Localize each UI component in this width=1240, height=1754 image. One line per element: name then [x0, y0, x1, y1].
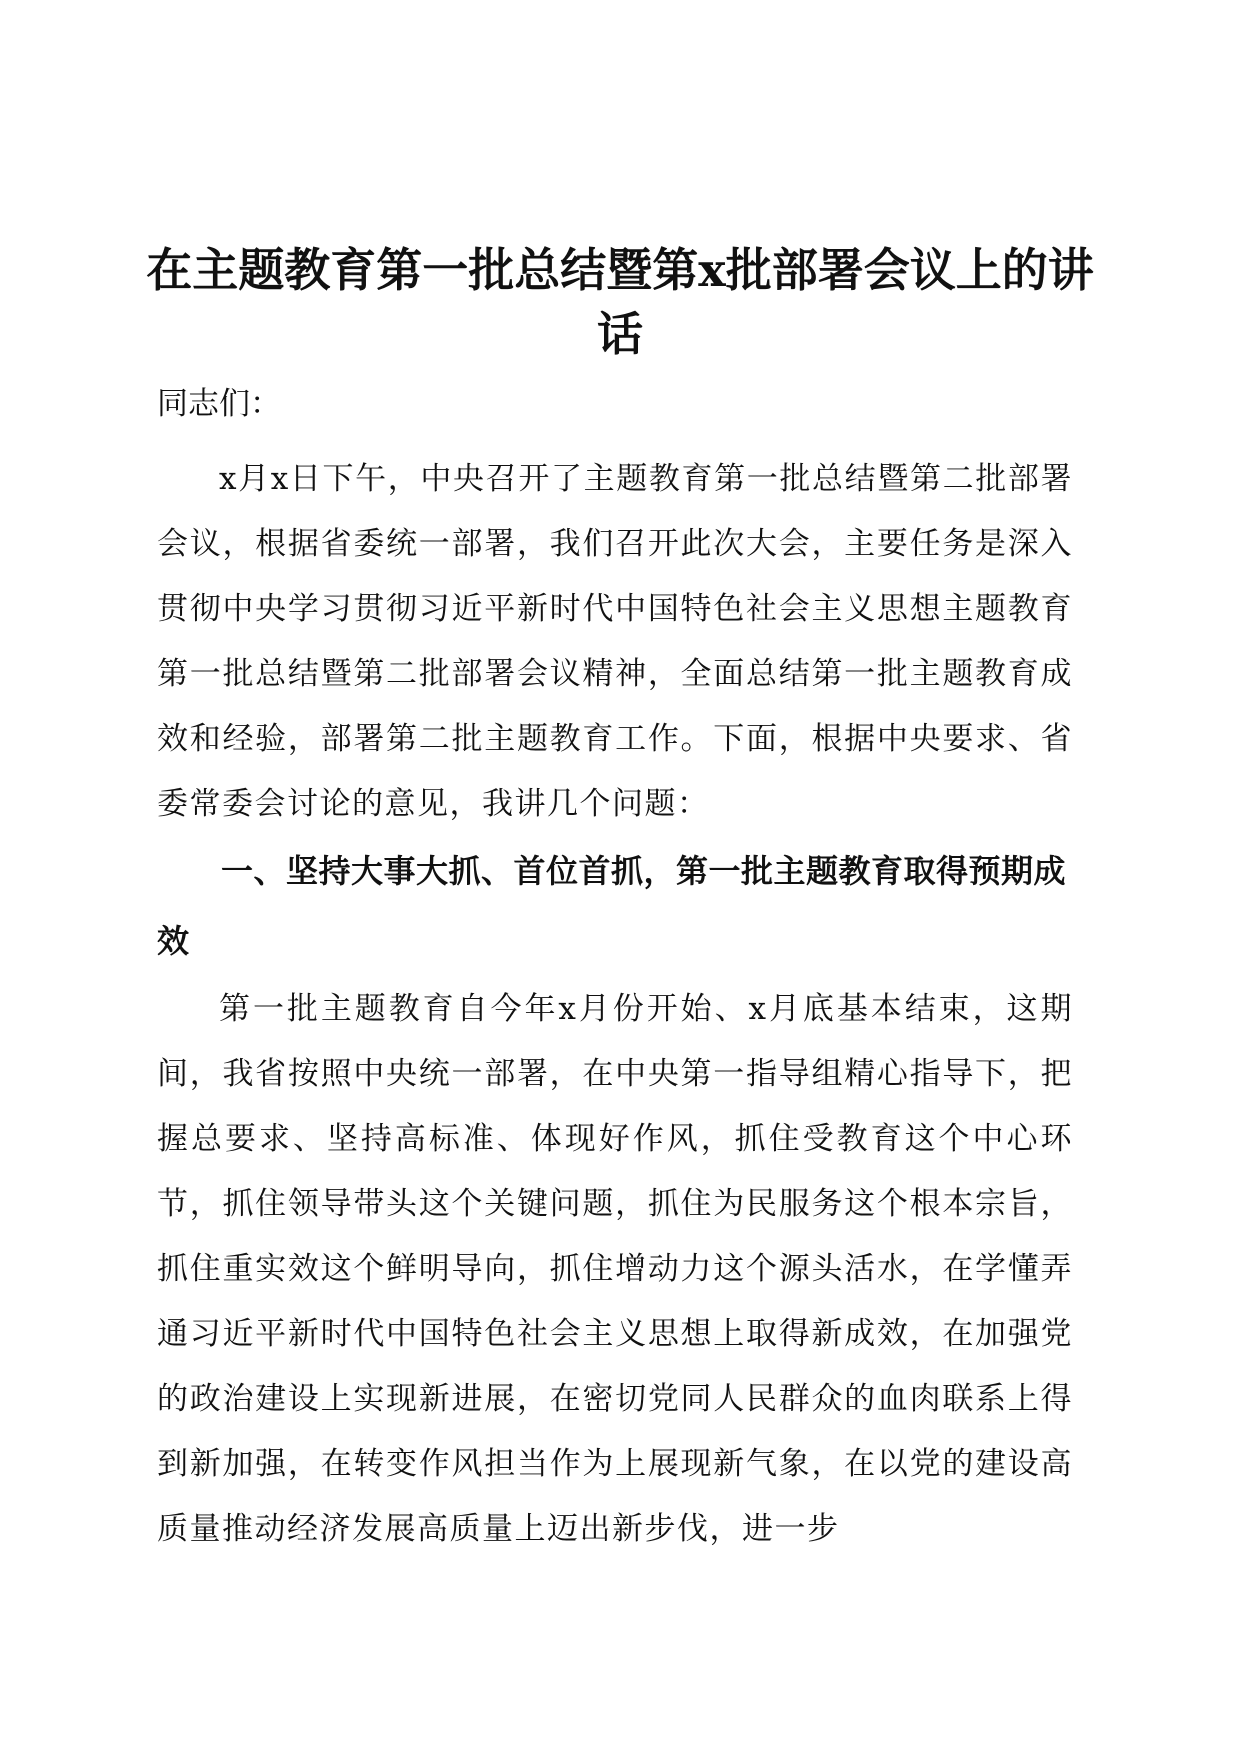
- body-paragraph-2: 第一批主题教育自今年x月份开始、x月底基本结束，这期间，我省按照中央统一部署，在中央第一指导组精心指导下，把握总要求、坚持高标准、体现好作风，抓住受教育这个中心环节，抓住领导带头这个关键问题，抓住为民服务这个根本宗旨，抓住重实效这个鲜明导向，抓住增动力这个源头活水，在学懂弄通习近平新时代中国特色社会主义思想上取得新成效，在加强党的政治建设上实现新进展，在密切党同人民群众的血肉联系上得到新加强，在转变作风担当作为上展现新气象，在以党的建设高质量推动经济发展高质量上迈出新步伐，进一步: [157, 991, 1073, 1547]
- body-paragraph-1: x月x日下午，中央召开了主题教育第一批总结暨第二批部署会议，根据省委统一部署，我们召开此次大会，主要任务是深入贯彻中央学习贯彻习近平新时代中国特色社会主义思想主题教育第一批总结暨第二批部署会议精神，全面总结第一批主题教育成效和经验，部署第二批主题教育工作。下面，根据中央要求、省委常委会讨论的意见，我讲几个问题：: [157, 461, 1073, 822]
- salutation: 同志们：: [157, 386, 281, 422]
- document-title: 在主题教育第一批总结暨第x批部署会议上的讲话: [146, 243, 1094, 361]
- section-heading-1: 一、坚持大事大抓、首位首抓，第一批主题教育取得预期成效: [157, 852, 1067, 960]
